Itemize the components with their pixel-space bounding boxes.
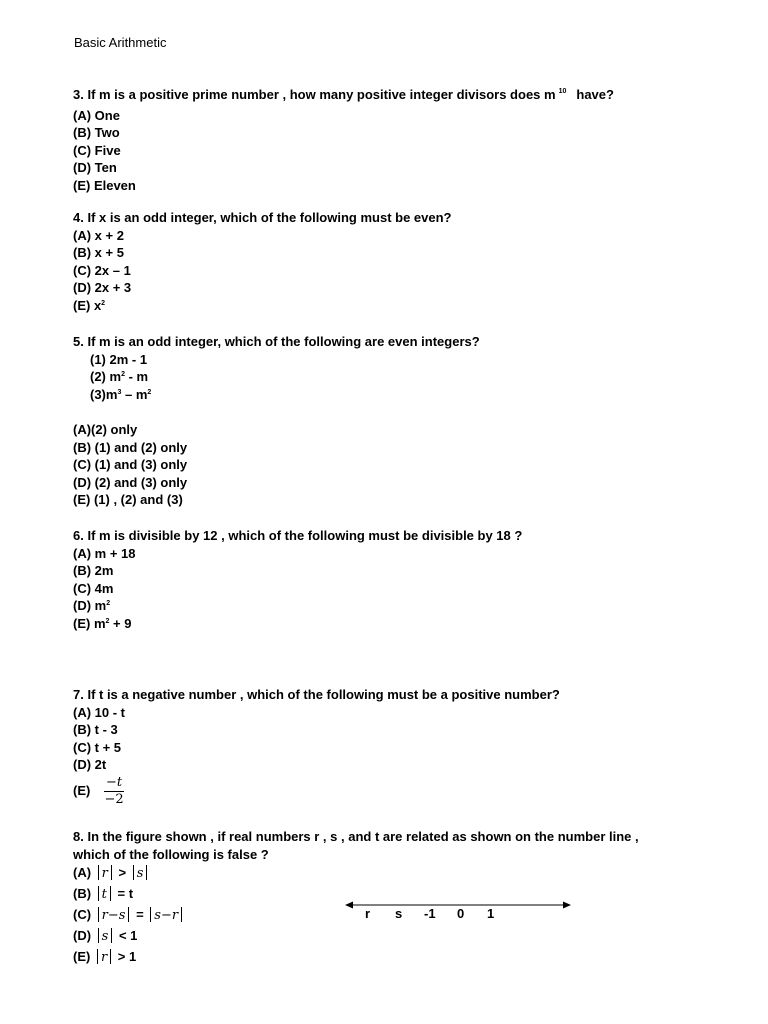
question-7-option-c: (C) t + 5 [73, 739, 122, 755]
question-6-option-a: (A) m + 18 [73, 545, 136, 561]
question-5-item-1: (1) 2m - 1 [90, 351, 148, 367]
question-3-option-d: (D) Ten [73, 160, 117, 176]
question-4 [73, 209, 452, 315]
number-line-label-1: 1 [487, 906, 495, 921]
question-8-option-c: (C) r−s = s−r [73, 905, 639, 926]
question-5 [73, 333, 480, 509]
question-7-option-a: (A) 10 - t [73, 704, 125, 720]
question-8-option-a: (A) r > s [73, 863, 639, 884]
question-6 [73, 527, 522, 633]
question-5-stem: 5. If m is an odd integer, which of the following are even integers? [73, 334, 480, 349]
number-line-label-neg1: -1 [424, 906, 436, 921]
question-4-option-e: (E) $x^2$ [73, 297, 106, 313]
question-5-option-d: (D) (2) and (3) only [73, 474, 188, 490]
question-4-option-a: (A) x + 2 [73, 227, 124, 243]
question-3-option-a: (A) One [73, 107, 120, 123]
question-4-option-d: (D) 2x + 3 [73, 280, 132, 296]
question-3-option-b: (B) Two [73, 125, 120, 141]
question-3-option-e: (E) Eleven [73, 177, 136, 193]
page-title: Basic Arithmetic [74, 35, 167, 50]
question-5-option-c: (C) (1) and (3) only [73, 457, 188, 473]
fraction [104, 776, 124, 807]
question-4-option-c: (C) 2x – 1 [73, 262, 131, 278]
question-5-item-3: $(3)m^3 - m^2$ [90, 386, 152, 402]
question-6-stem: 6. If m is divisible by 12 , which of the following must be divisible by 18 ? [73, 528, 523, 543]
question-8-stem-line-2: which of the following is false ? [73, 846, 269, 862]
question-7-stem: 7. If t is a negative number , which of the following must be a positive number? [73, 687, 560, 702]
question-6-option-c: (C) 4m [73, 580, 114, 596]
question-8-option-d: (D) s < 1 [73, 928, 138, 945]
question-6-option-d: (D) $m^2$ [73, 598, 111, 614]
number-line-label-r: r [365, 906, 371, 921]
question-3-option-c: (C) Five [73, 142, 121, 158]
question-8-option-e: (E) r > 1 [73, 949, 137, 966]
question-5-option-b: (B) (1) and (2) only [73, 439, 188, 455]
question-6-option-b: (B) 2m [73, 563, 114, 579]
question-5-option-e: (E) (1) , (2) and (3) [73, 492, 183, 508]
question-8-option-b: (B) t = t [73, 886, 134, 903]
question-7-option-e: (E) $\frac{-t}{-2}$ [73, 774, 124, 807]
question-7-option-b: (B) t - 3 [73, 722, 118, 738]
question-5-item-2: (2) $m^2$ - m [90, 369, 149, 385]
question-3 [73, 86, 614, 195]
question-8-stem-line-1: 8. In the figure shown , if real numbers r , s , and t are related as shown on the number line , [73, 829, 639, 844]
question-4-stem: 4. If x is an odd integer, which of the following must be even? [73, 210, 452, 225]
question-7 [73, 686, 560, 807]
fraction-denominator: −2 [104, 791, 124, 807]
question-7-option-d: (D) 2t [73, 757, 107, 773]
question-3-stem: 3. If m is a positive prime number , how many positive integer divisors does m $^{10}$ have? [73, 87, 614, 102]
number-line-label-0: 0 [457, 906, 465, 921]
number-line [345, 896, 571, 926]
question-6-option-e: (E) $m^2 + 9$ [73, 615, 132, 631]
number-line-label-s: s [395, 906, 403, 921]
question-4-option-b: (B) x + 5 [73, 245, 124, 261]
fraction-numerator: −t [105, 774, 123, 790]
question-5-option-a: (A)(2) only [73, 421, 138, 437]
